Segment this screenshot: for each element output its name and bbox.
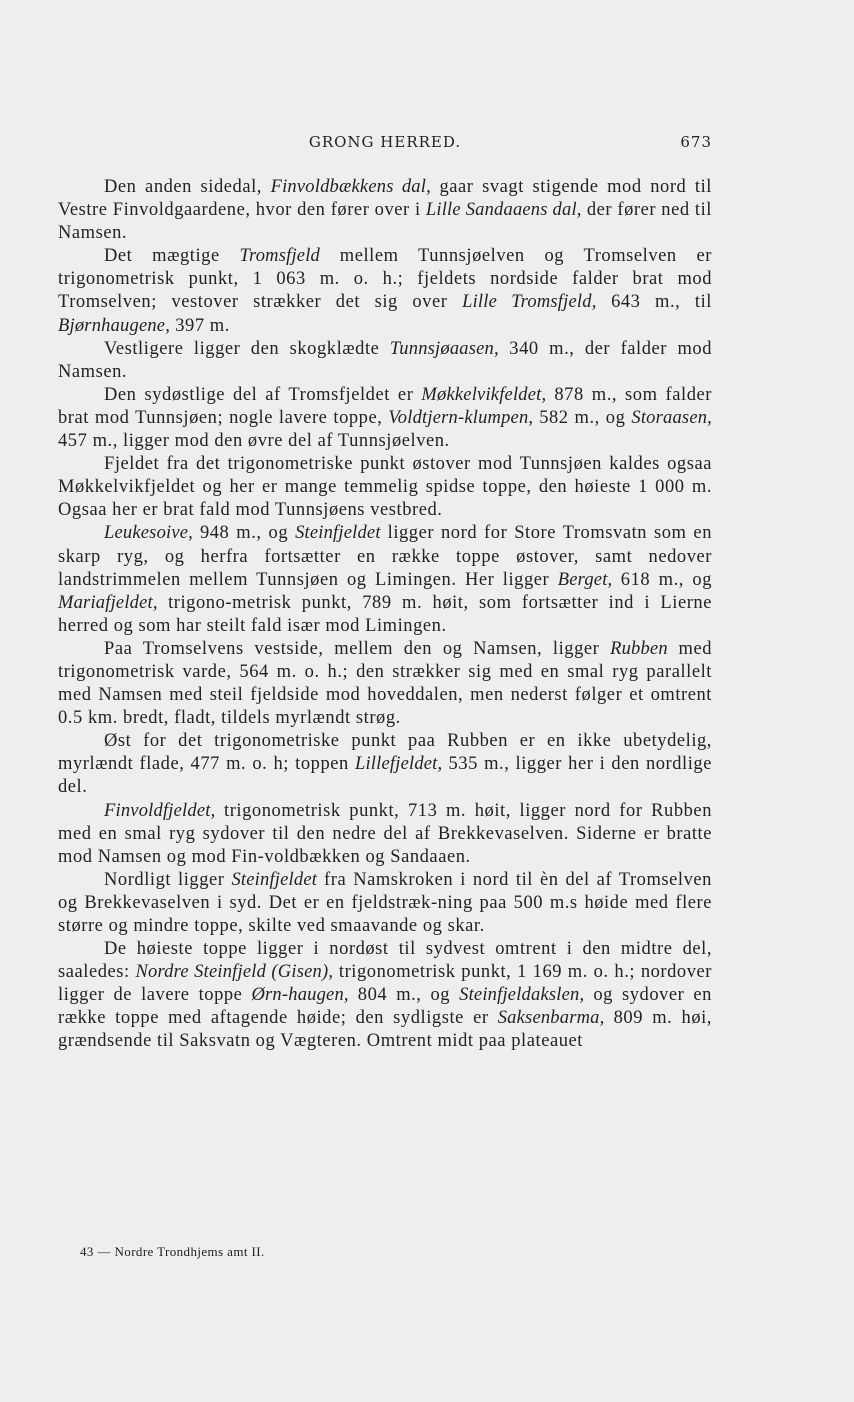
paragraph [58,245,712,337]
text-run: Vestligere ligger den skogklædte [104,338,390,359]
place-name: Lillefjeldet, [354,754,443,775]
paragraph [58,869,712,938]
paragraph [58,384,712,453]
place-name: Finvoldbækkens dal, [270,177,431,197]
paragraph [58,522,712,637]
text-run: Nordligt ligger [104,869,232,890]
signature-line: 43 — Nordre Trondhjems amt II. [80,1244,265,1259]
text-run: De høieste toppe ligger i nordøst til sydvest omtrent i den midtre del, saaledes: [58,939,712,983]
text-run: 340 m., der falder mod Namsen. [58,338,712,382]
place-name: Bjørnhaugene, [58,315,171,336]
paragraph [58,338,712,384]
place-name: Tromsfjeld [239,246,320,267]
place-name: Voldtjern-klumpen, [388,407,534,428]
text-run: fra Namskroken i nord til èn del af Tromselven og Brekkevaselven i syd. Det er en fjeldstræk-ning paa 500 m.s høide med flere større og mindre toppe, skilte ved smaavande og skar. [58,869,712,936]
text-run: 643 m., til [596,292,712,313]
place-name: Steinfjeldet [231,869,318,890]
page-header-title: GRONG HERRED. [308,133,462,151]
text-run: 948 m., og [193,523,296,544]
text-run: Den anden sidedal, [104,177,271,197]
place-name: Leukesoive, [104,523,194,544]
place-name: Finvoldfjeldet, [104,800,216,821]
paragraph [58,176,712,245]
place-name: Lille Tromsfjeld, [462,292,597,313]
text-run: der fører ned til Namsen. [58,200,712,244]
text-run: 804 m., og [348,985,460,1006]
text-run: mellem Tunnsjøelven og Tromselven er trigonometrisk punkt, 1 063 m. o. h.; fjeldets nordside falder brat mod Tromselven; vestover strækker det sig over [58,246,712,313]
page-number: 673 [680,133,712,151]
place-name: Berget, [557,569,613,590]
place-name: Storaasen, [631,407,712,428]
text-run: 582 m., og [533,407,632,428]
paragraph [58,453,712,522]
paragraph [58,938,712,1053]
place-name: Nordre Steinfjeld (Gisen), [135,962,334,983]
place-name: Tunnsjøaasen, [389,338,499,359]
running-head [58,133,712,155]
place-name: Steinfjeldakslen, [459,985,585,1006]
place-name: Saksenbarma, [497,1008,605,1029]
text-run: 618 m., og [612,569,712,590]
text-run: og sydover en række toppe med aftagende høide; den sydligste er [58,985,712,1029]
place-name: Rubben [610,638,668,659]
text-run: 535 m., ligger her i den nordlige del. [58,754,712,798]
place-name: Ørn-haugen, [251,985,349,1006]
place-name: Møkkelvikfeldet, [421,384,547,405]
paragraph [58,638,712,730]
text-run: 878 m., som falder brat mod Tunnsjøen; nogle lavere toppe, [58,384,712,428]
paragraph [58,730,712,799]
text-run: 809 m. høi, grændsende til Saksvatn og Vægteren. Omtrent midt paa plateauet [58,1008,712,1052]
place-name: Steinfjeldet [295,523,381,544]
text-run: ligger nord for Store Tromsvatn som en skarp ryg, og herfra fortsætter en række toppe østover, samt nedover landstrimmelen mellem Tunnsjøen og Limingen. Her ligger [58,523,712,590]
text-run: trigono-metrisk punkt, 789 m. høit, som fortsætter ind i Lierne herred og som har steilt fald især mod Limingen. [58,592,712,636]
text-run: Den sydøstlige del af Tromsfjeldet er [104,384,422,405]
text-run: trigonometrisk punkt, 713 m. høit, ligger nord for Rubben med en smal ryg sydover til den nedre del af Brekkevaselven. Siderne er bratte mod Namsen og mod Fin-voldbækken og Sandaaen. [58,800,712,867]
text-run: Det mægtige [104,246,240,267]
place-name: Mariafjeldet, [58,592,158,613]
text-run: trigonometrisk punkt, 1 169 m. o. h.; nordover ligger de lavere toppe [58,962,713,1006]
text-run: Øst for det trigonometriske punkt paa Rubben er en ikke ubetydelig, myrlændt flade, 477 m. o. h; toppen [58,731,712,775]
place-name: Lille Sandaaens dal, [425,200,582,221]
text-run: gaar svagt stigende mod nord til Vestre Finvoldgaardene, hvor den fører over i [58,177,712,221]
text-run: 397 m. [170,315,230,336]
text-run: 457 m., ligger mod den øvre del af Tunnsjøelven. [58,431,450,452]
text-run: med trigonometrisk varde, 564 m. o. h.; den strækker sig med en smal ryg parallelt med Namsen med steil fjeldside mod hoveddalen, men nederst følger et omtrent 0.5 km. bredt, fladt, tildels myrlændt strøg. [58,638,712,729]
text-run: Fjeldet fra det trigonometriske punkt østover mod Tunnsjøen kaldes ogsaa Møkkelvikfjeldet og her er mange temmelig spidse toppe, den høieste 1 000 m. Ogsaa her er brat fald mod Tunnsjøens vestbred. [58,454,712,521]
body-text [58,176,712,1054]
paragraph [58,800,712,869]
text-run: Paa Tromselvens vestside, mellem den og Namsen, ligger [104,638,611,659]
